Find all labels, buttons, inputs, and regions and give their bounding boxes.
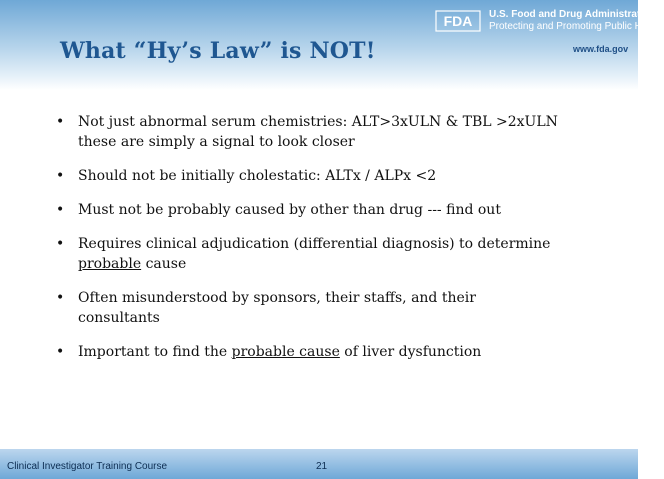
bullet-item	[0, 342, 600, 362]
website-link[interactable]: www.fda.gov	[573, 44, 629, 54]
bullet-text: Should not be initially cholestatic: ALTx / ALPx <2	[78, 168, 437, 184]
bullet-item	[0, 112, 600, 152]
fda-logo-icon	[436, 11, 480, 31]
bullet-item	[0, 166, 600, 186]
page-number: 21	[316, 461, 328, 472]
bullet-text: Often misunderstood by sponsors, their staffs, and their	[78, 290, 476, 306]
bullet-list	[0, 112, 600, 376]
bullet-item	[0, 234, 600, 274]
agency-tagline: Protecting and Promoting Public Health	[489, 21, 664, 32]
bullet-dot-icon: •	[56, 290, 65, 306]
footer-course-name: Clinical Investigator Training Course	[7, 461, 168, 472]
slide-title: What “Hy’s Law” is NOT!	[60, 38, 376, 64]
fda-logo-text: FDA	[443, 13, 473, 29]
bullet-dot-icon: •	[56, 168, 65, 184]
bullet-text: Requires clinical adjudication (differential diagnosis) to determine	[78, 236, 551, 252]
bullet-text: cause	[141, 256, 187, 272]
bullet-dot-icon: •	[56, 202, 65, 218]
bullet-dot-icon: •	[56, 344, 65, 360]
bullet-text: Not just abnormal serum chemistries: ALT>3xULN & TBL >2xULN	[78, 114, 558, 130]
bullet-text: these are simply a signal to look closer	[78, 134, 355, 150]
bullet-item	[0, 200, 600, 220]
underlined-text: probable cause	[231, 344, 340, 360]
bullet-text: Important to find the	[78, 344, 232, 360]
agency-name: U.S. Food and Drug Administration	[489, 9, 656, 20]
bullet-dot-icon: •	[56, 114, 65, 130]
bullet-item	[0, 288, 600, 328]
underlined-text: probable	[78, 256, 142, 272]
bullet-text: Must not be probably caused by other than drug --- find out	[78, 202, 501, 218]
bullet-text: consultants	[78, 310, 160, 326]
bullet-text: of liver dysfunction	[339, 344, 482, 360]
bullet-dot-icon: •	[56, 236, 65, 252]
